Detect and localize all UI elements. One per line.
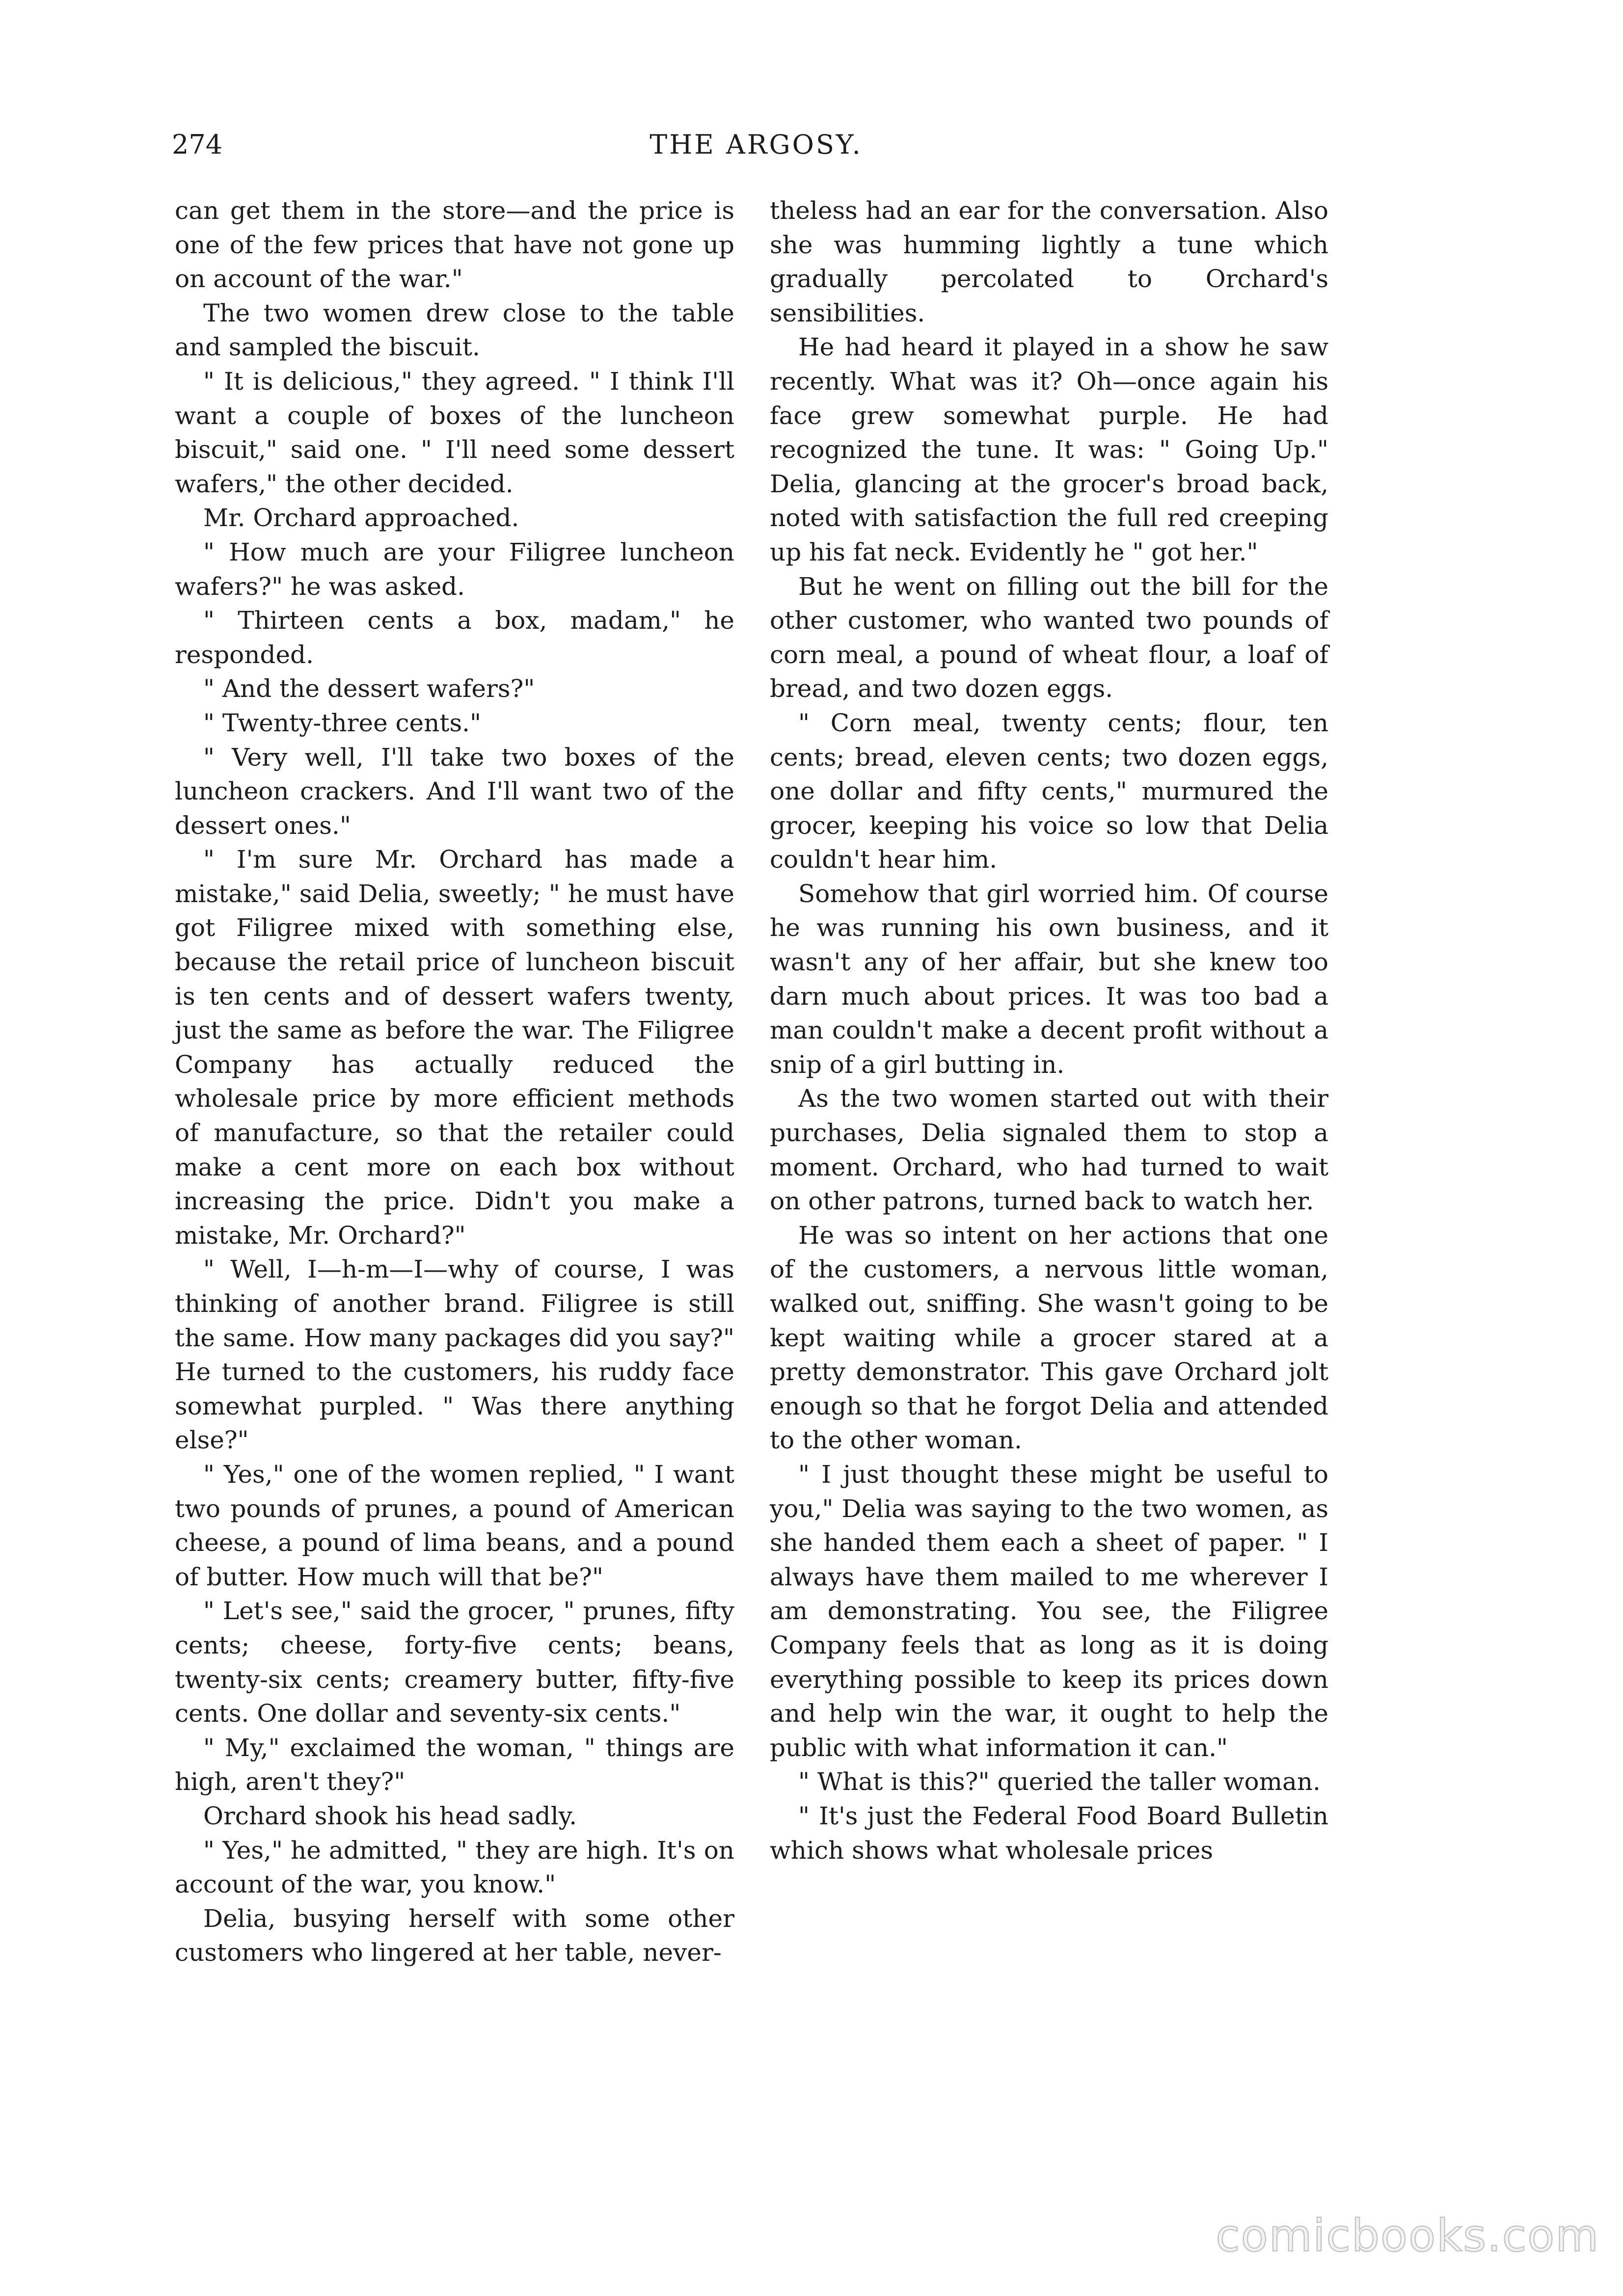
paragraph: Delia, busying herself with some other customers who lingered at her table, never-	[175, 1904, 734, 1967]
paragraph: He was so intent on her actions that one of the customers, a nervous little woman, walked out, sniffing. She wasn't going to be kept waiting while a grocer stared at a pretty demonstrator. This gave Orchard jolt enough so that he forgot Delia and attended to the other woman.	[770, 1221, 1328, 1455]
paragraph: " Very well, I'll take two boxes of the luncheon crackers. And I'll want two of the dessert ones."	[175, 743, 734, 840]
paragraph: " Corn meal, twenty cents; flour, ten cents; bread, eleven cents; two dozen eggs, one dollar and fifty cents," murmured the grocer, keeping his voice so low that Delia couldn't hear him.	[770, 708, 1328, 874]
paragraph: Orchard shook his head sadly.	[203, 1801, 577, 1830]
paragraph: " It is delicious," they agreed. " I think I'll want a couple of boxes of the luncheon biscuit," said one. " I'll need some dessert wafers," the other decided.	[175, 367, 734, 498]
paragraph: " What is this?" queried the taller woman.	[798, 1767, 1321, 1796]
paragraph: " Yes," he admitted, " they are high. It's on account of the war, you know."	[175, 1836, 734, 1899]
paragraph: " Let's see," said the grocer, " prunes, fifty cents; cheese, forty-five cents; beans, twenty-six cents; creamery butter, fifty-five cents. One dollar and seventy-six cents."	[175, 1597, 734, 1728]
running-head: THE ARGOSY.	[649, 129, 863, 160]
paragraph: " My," exclaimed the woman, " things are high, aren't they?"	[175, 1733, 734, 1796]
paragraph: " Thirteen cents a box, madam," he responded.	[175, 606, 734, 669]
paragraph: The two women drew close to the table and sampled the biscuit.	[175, 298, 734, 362]
watermark: comicbooks.com	[1216, 2210, 1599, 2262]
paragraph: " Yes," one of the women replied, " I want two pounds of prunes, a pound of American cheese, a pound of lima beans, and a pound of butter. How much will that be?"	[175, 1460, 734, 1591]
paragraph: " Twenty-three cents."	[203, 708, 481, 737]
paragraph: " And the dessert wafers?"	[203, 674, 535, 703]
page-number: 274	[172, 129, 223, 160]
paragraph: Mr. Orchard approached.	[203, 504, 519, 533]
paragraph: But he went on filling out the bill for the other customer, who wanted two pounds of corn meal, a pound of wheat flour, a loaf of bread, and two dozen eggs.	[770, 572, 1328, 703]
paragraph: " I'm sure Mr. Orchard has made a mistake," said Delia, sweetly; " he must have got Filigree mixed with something else, because the retail price of luncheon biscuit is ten cents and of dessert wafers twenty, just the same as before the war. The Filigree Company has actually reduced the wholesale price by more efficient methods of manufacture, so that the retailer could make a cent more on each box without increasing the price. Didn't you make a mistake, Mr. Orchard?"	[175, 845, 734, 1250]
paragraph: He had heard it played in a show he saw recently. What was it? Oh—once again his face grew somewhat purple. He had recognized the tune. It was: " Going Up." Delia, glancing at the grocer's broad back, noted with satisfaction the full red creeping up his fat neck. Evidently he " got her."	[770, 333, 1328, 566]
paragraph: " Well, I—h-m—I—why of course, I was thinking of another brand. Filigree is still the same. How many packages did you say?" He turned to the customers, his ruddy face somewhat purpled. " Was there anything else?"	[175, 1255, 734, 1455]
paragraph: can get them in the store—and the price is one of the few prices that have not gone up on account of the war."	[175, 196, 734, 294]
paragraph: Somehow that girl worried him. Of course he was running his own business, and it wasn't any of her affair, but she knew too darn much about prices. It was too bad a man couldn't make a decent profit without a snip of a girl butting in.	[770, 879, 1328, 1079]
page-header	[172, 125, 1340, 164]
paragraph: " I just thought these might be useful to you," Delia was saying to the two women, as she handed them each a sheet of paper. " I always have them mailed to me wherever I am demonstrating. You see, the Filigree Company feels that as long as it is doing everything possible to keep its prices down and help win the war, it ought to help the public with what information it can."	[770, 1460, 1328, 1762]
right-column	[770, 194, 1328, 1868]
paragraph: " How much are your Filigree luncheon wafers?" he was asked.	[175, 537, 734, 601]
paragraph: As the two women started out with their purchases, Delia signaled them to stop a moment. Orchard, who had turned to wait on other patrons, turned back to watch her.	[770, 1084, 1328, 1216]
paragraph: " It's just the Federal Food Board Bulletin which shows what wholesale prices	[770, 1801, 1328, 1865]
paragraph: theless had an ear for the conversation. Also she was humming lightly a tune which gradually percolated to Orchard's sensibilities.	[770, 196, 1328, 327]
left-column	[175, 194, 734, 1970]
